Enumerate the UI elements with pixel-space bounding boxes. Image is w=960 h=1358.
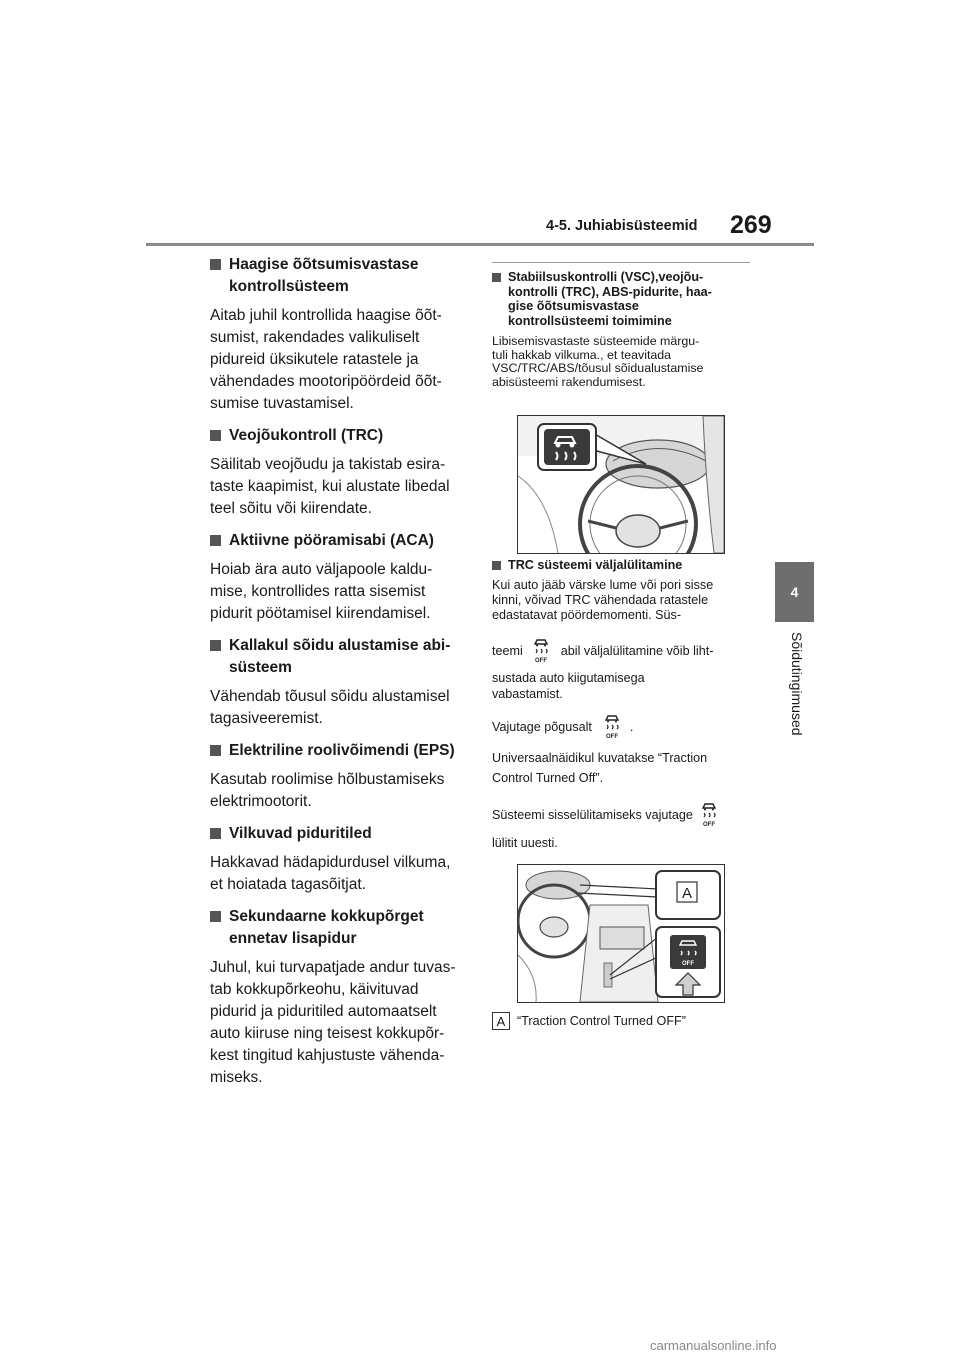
heading-line: Sekundaarne kokkupõrget <box>229 908 424 925</box>
heading-line: Aktiivne pööramisabi (ACA) <box>229 532 434 549</box>
heading-eps <box>210 740 472 762</box>
paragraph <box>210 957 472 1089</box>
heading-vsc-operation <box>492 270 748 328</box>
paragraph <box>210 769 472 813</box>
section-rule <box>492 262 750 263</box>
line-sisse <box>492 800 752 830</box>
chapter-label-text: Sõidutingimused <box>789 632 805 736</box>
text-line: sumist, rakendades valikuliselt <box>210 329 420 346</box>
text-line: mise, kontrollides ratta sisemist <box>210 583 426 600</box>
bullet-square-icon <box>210 535 221 546</box>
trc-off-icon <box>531 636 551 667</box>
heading-trc <box>210 425 472 447</box>
text-line: taste kaapimist, kui alustate libedal <box>210 478 450 495</box>
text-line: pidureid üksikutele ratastele ja <box>210 351 419 368</box>
paragraph <box>210 454 472 520</box>
callout-a-label: A <box>492 1012 510 1030</box>
text-line: VSC/TRC/ABS/tõusul sõidualustamise <box>492 361 704 375</box>
callout-a-letter: A <box>681 885 693 902</box>
text-line: Hoiab ära auto väljapoole kaldu- <box>210 561 433 578</box>
paragraph <box>492 670 752 702</box>
paragraph <box>210 686 472 730</box>
bullet-square-icon <box>210 745 221 756</box>
heading-aca <box>210 530 472 552</box>
bullet-square-icon <box>492 273 501 282</box>
heading-line: Vilkuvad piduritiled <box>229 825 372 842</box>
text-line: vähendades mootoripöördeid õõt- <box>210 373 442 390</box>
heading-trc-off <box>492 558 752 572</box>
heading-brake-lights <box>210 823 472 845</box>
section-vsc-operation <box>492 270 748 389</box>
paragraph <box>210 305 472 415</box>
text-line: tagasiveeremist. <box>210 710 323 727</box>
text-line: Hakkavad hädapidurdusel vilkuma, <box>210 854 451 871</box>
paragraph <box>492 335 748 389</box>
text-line: Juhul, kui turvapatjade andur tuvas- <box>210 959 456 976</box>
caption-text: “Traction Control Turned OFF” <box>517 1014 686 1028</box>
text-line: miseks. <box>210 1069 263 1086</box>
text-line: et hoiatada tagasõitjat. <box>210 876 366 893</box>
text-line: tuli hakkab vilkuma., et teavitada <box>492 347 672 362</box>
header-rule <box>146 243 814 246</box>
text-line: Vähendab tõusul sõidu alustamisel <box>210 688 450 705</box>
heading-hill-start <box>210 635 472 679</box>
heading-line: Veojõukontroll (TRC) <box>229 427 384 444</box>
text-fragment: . <box>629 720 634 734</box>
heading-line: Elektriline roolivõimendi (EPS) <box>229 742 455 759</box>
left-column <box>210 254 472 1089</box>
bullet-square-icon <box>210 430 221 441</box>
text-line: Control Turned Off”. <box>492 771 604 785</box>
section-trc-off <box>492 558 752 623</box>
paragraph <box>492 748 752 788</box>
heading-line: Kallakul sõidu alustamise abi- <box>229 637 451 654</box>
heading-line: kontrollsüsteem <box>229 278 349 295</box>
bullet-square-icon <box>210 911 221 922</box>
bullet-square-icon <box>210 259 221 270</box>
bullet-square-icon <box>492 561 501 570</box>
heading-line: süsteem <box>229 659 292 676</box>
text-line: Libisemisvastaste süsteemide märgu- <box>492 334 700 348</box>
text-line: kinni, võivad TRC vähendada ratastele <box>492 593 709 607</box>
watermark: carmanualsonline.info <box>650 1338 777 1353</box>
figure-trc-off-switch <box>517 864 725 1003</box>
heading-line: kontrolli (TRC), ABS-pidurite, haa- <box>508 284 712 299</box>
console-illustration <box>518 865 724 1002</box>
text-line: pidurid ja piduritiled automaatselt <box>210 1003 437 1020</box>
bullet-square-icon <box>210 828 221 839</box>
text-fragment: abil väljalülitamine võib liht- <box>560 644 714 658</box>
text-line: edastatavat pöördemomenti. Süs- <box>492 608 682 622</box>
trc-off-icon <box>602 712 622 743</box>
chapter-tab <box>775 562 814 622</box>
icon-off-text: OFF <box>605 733 618 740</box>
running-header-section: 4-5. Juhiabisüsteemid <box>546 218 698 234</box>
text-line: tab kokkupõrkeohu, käivituvad <box>210 981 419 998</box>
text-line: vabastamist. <box>492 687 563 701</box>
icon-off-text: OFF <box>534 657 547 664</box>
text-line: sustada auto kiigutamisega <box>492 671 645 685</box>
heading-line: gise õõtsumisvastase <box>508 299 639 313</box>
line-teemi <box>492 636 752 666</box>
switch-off-text: OFF <box>682 961 694 967</box>
text-line: pidurit pöötamisel kiirendamisel. <box>210 605 431 622</box>
text-line: Säilitab veojõudu ja takistab esira- <box>210 456 446 473</box>
figure-caption <box>492 1012 752 1030</box>
paragraph <box>210 559 472 625</box>
chapter-number: 4 <box>790 584 799 600</box>
text-line: Universaalnäidikul kuvatakse “Traction <box>492 751 708 765</box>
text-line: kest tingitud kahjustuste vähenda- <box>210 1047 445 1064</box>
text-fragment: Süsteemi sisselülitamiseks vajutage <box>492 808 693 822</box>
text-line: elektrimootorit. <box>210 793 312 810</box>
text-line: teel sõitu või kiirendate. <box>210 500 372 517</box>
text-line: abisüsteemi rakendumisest. <box>492 374 646 389</box>
text-line: Kui auto jääb värske lume või pori sisse <box>492 578 714 592</box>
heading-line: TRC süsteemi väljalülitamine <box>508 558 683 572</box>
heading-line: ennetav lisapidur <box>229 930 357 947</box>
trc-off-icon <box>699 800 719 831</box>
heading-line: Stabiilsuskontrolli (VSC),veojõu- <box>508 270 704 284</box>
heading-line: Haagise õõtsumisvastase <box>229 256 419 273</box>
chapter-label <box>785 632 805 752</box>
heading-secondary-brake <box>210 906 472 950</box>
figure-slip-indicator <box>517 415 725 554</box>
text-line: sumise tuvastamisel. <box>210 395 354 412</box>
heading-line: kontrollsüsteemi toimimine <box>508 313 672 328</box>
text-line: auto kiiruse ning teisest kokkupõr- <box>210 1025 445 1042</box>
text-line: lülitit uuesti. <box>492 836 558 850</box>
text-line: Aitab juhil kontrollida haagise õõt- <box>210 307 442 324</box>
bullet-square-icon <box>210 640 221 651</box>
text-line: Kasutab roolimise hõlbustamiseks <box>210 771 445 788</box>
paragraph <box>210 852 472 896</box>
icon-off-text: OFF <box>702 821 715 828</box>
text-fragment: teemi <box>492 644 523 658</box>
dashboard-illustration <box>518 416 724 553</box>
paragraph <box>492 578 752 623</box>
text-fragment: Vajutage põgusalt <box>492 720 592 734</box>
page-number: 269 <box>730 211 772 239</box>
heading-trailer-sway <box>210 254 472 298</box>
line-vajutage <box>492 712 752 742</box>
